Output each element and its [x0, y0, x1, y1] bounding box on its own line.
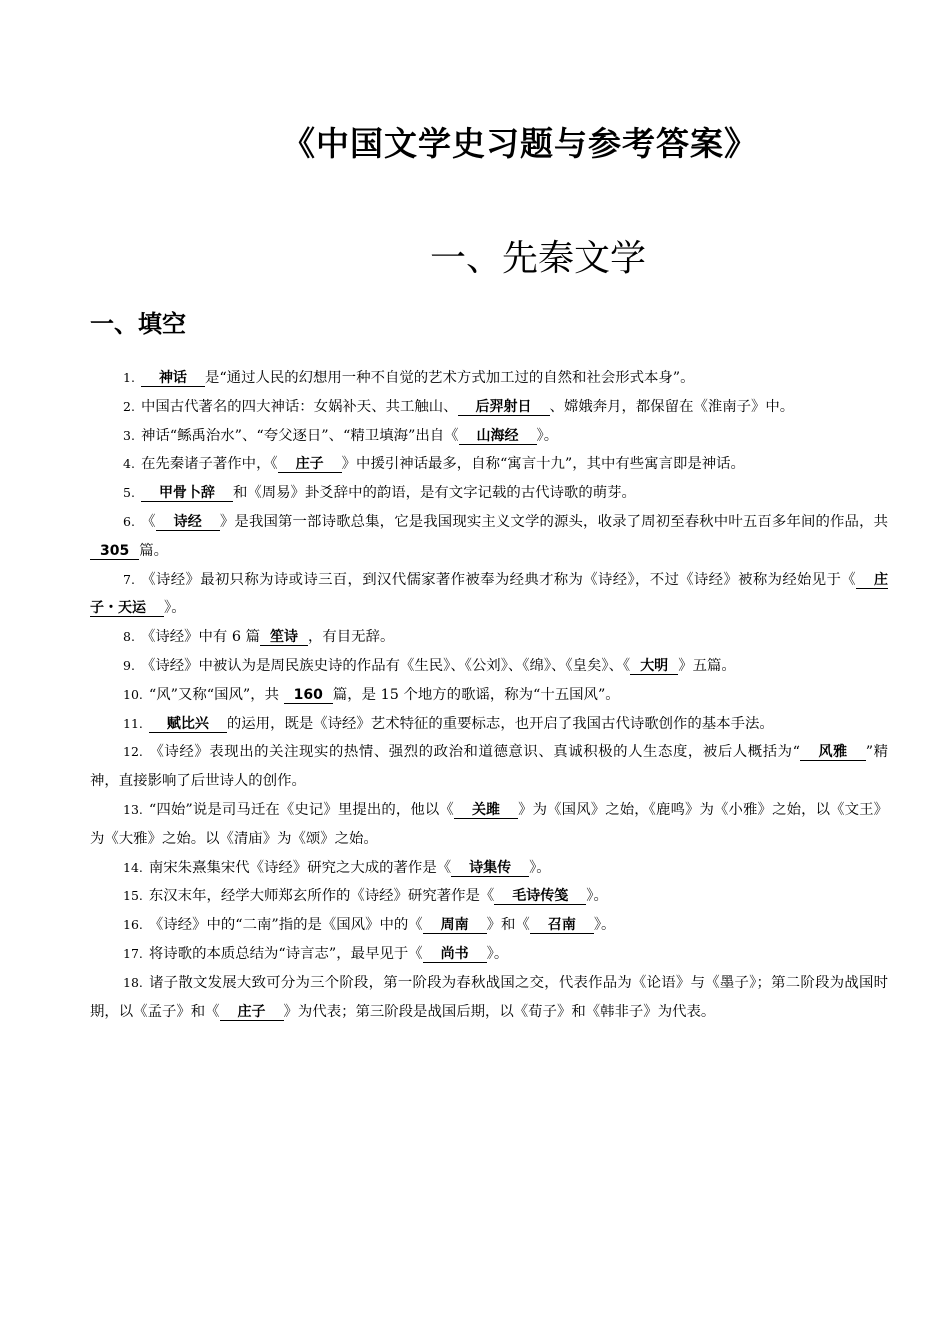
answer-blank: 周南 [423, 917, 487, 934]
question-text: 《 [140, 513, 156, 530]
answer-blank: 神话 [141, 370, 205, 387]
answer-blank: 庄子 [278, 456, 342, 473]
question-text: 、嫦娥奔月，都保留在《淮南子》中。 [549, 398, 795, 415]
question-text: 和《周易》卦爻辞中的韵语，是有文字记载的古代诗歌的萌芽。 [232, 485, 636, 502]
question-number: 15. [123, 888, 143, 904]
question-item [90, 882, 888, 911]
question-number: 1. [123, 370, 135, 385]
question-number: 7. [123, 571, 135, 587]
question-number: 5. [123, 485, 135, 501]
question-text: 》是我国第一部诗歌总集，它是我国现实主义文学的源头，收录了周初至春秋中叶五百多年间的作品，共 [219, 513, 888, 530]
question-item [90, 566, 888, 624]
question-item [90, 969, 888, 1027]
answer-blank: 召南 [530, 917, 594, 934]
question-item [90, 479, 888, 508]
question-number: 14. [123, 859, 143, 875]
answer-blank: 后羿射日 [458, 399, 550, 416]
question-number: 17. [123, 945, 143, 961]
question-item [90, 796, 888, 854]
question-number: 8. [123, 629, 135, 645]
question-item [90, 508, 888, 566]
question-number: 2. [123, 398, 135, 414]
document-title: 《中国文学史习题与参考答案》 [282, 124, 758, 163]
question-number: 4. [123, 456, 135, 472]
question-text: 《诗经》中有 6 篇 [140, 629, 260, 646]
answer-blank: 笙诗 [260, 629, 308, 646]
question-item [90, 422, 888, 451]
question-item [90, 940, 888, 969]
answer-blank: 风雅 [800, 744, 866, 761]
question-text: 篇，是 15 个地方的歌谣，称为“十五国风”。 [332, 686, 620, 703]
question-text: 》。 [593, 917, 616, 934]
question-text: 》。 [164, 600, 186, 617]
answer-blank: 诗经 [156, 514, 220, 531]
question-text: 》五篇。 [678, 657, 736, 674]
question-number: 16. [123, 917, 143, 933]
question-text: 东汉末年，经学大师郑玄所作的《诗经》研究著作是《 [148, 888, 495, 905]
answer-blank: 庄子 [220, 1004, 284, 1021]
question-text: ”精神，直接影响了后世诗人的创作。 [90, 744, 889, 790]
question-item [90, 364, 888, 393]
question-text: 》。 [486, 945, 509, 962]
question-text: 《诗经》最初只称为诗或诗三百，到汉代儒家著作被奉为经典才称为《诗经》，不过《诗经》被称为经始见于《 [140, 571, 856, 588]
section-heading: 一、填空 [90, 310, 186, 338]
question-item [90, 681, 888, 710]
question-item [90, 450, 888, 479]
question-text: 是“通过人民的幻想用一种不自觉的艺术方式加工过的自然和社会形式本身”。 [204, 370, 695, 386]
answer-blank: 关雎 [454, 802, 518, 819]
question-item [90, 710, 888, 739]
question-item [90, 738, 888, 796]
question-text: ，有目无辞。 [307, 629, 395, 646]
question-number: 9. [123, 657, 135, 673]
question-text: 》。 [536, 427, 559, 444]
question-number: 12. [123, 744, 143, 760]
question-text: 》和《 [486, 917, 530, 934]
question-item [90, 623, 888, 652]
answer-blank: 160 [284, 687, 333, 704]
question-item [90, 652, 888, 681]
answer-blank: 甲骨卜辞 [141, 485, 233, 502]
question-text: 》。 [529, 859, 551, 876]
question-item [90, 911, 888, 940]
question-text: 篇。 [139, 542, 169, 559]
answer-blank: 毛诗传笺 [494, 888, 586, 905]
answer-blank: 庄子・天运 [90, 571, 888, 617]
question-text: 》中援引神话最多，自称“寓言十九”，其中有些寓言即是神话。 [341, 456, 745, 473]
question-number: 13. [123, 801, 143, 817]
question-text: 在先秦诸子著作中，《 [140, 456, 278, 473]
question-text: 》为代表；第三阶段是战国后期，以《荀子》和《韩非子》为代表。 [283, 1003, 716, 1020]
question-text: 神话“鲧禹治水”、“夸父逐日”、“精卫填海”出自《 [140, 427, 459, 444]
question-text: “风”又称“国风”，共 [148, 686, 284, 703]
question-text: 》。 [586, 888, 608, 905]
question-number: 10. [123, 686, 143, 702]
answer-blank: 大明 [630, 658, 678, 675]
question-list [90, 364, 888, 1026]
question-item [90, 854, 888, 883]
question-number: 18. [123, 974, 143, 990]
question-text: “四始”说是司马迁在《史记》里提出的，他以《 [148, 801, 454, 818]
answer-blank: 山海经 [459, 428, 537, 445]
answer-blank: 305 [90, 543, 139, 560]
question-number: 6. [123, 513, 135, 529]
question-text: 将诗歌的本质总结为“诗言志”，最早见于《 [148, 945, 423, 962]
question-text: 《诗经》表现出的关注现实的热情、强烈的政治和道德意识、真诚积极的人生态度，被后人概括为“ [148, 744, 800, 761]
question-number: 3. [123, 427, 135, 443]
question-number: 11. [123, 715, 143, 731]
answer-blank: 赋比兴 [149, 716, 227, 733]
question-item [90, 393, 888, 422]
answer-blank: 尚书 [423, 946, 487, 963]
question-text: 的运用，既是《诗经》艺术特征的重要标志，也开启了我国古代诗歌创作的基本手法。 [226, 715, 774, 732]
question-text: 《诗经》中的“二南”指的是《国风》中的《 [148, 917, 423, 934]
question-text: 诸子散文发展大致可分为三个阶段，第一阶段为春秋战国之交，代表作品为《论语》与《墨子》；第二阶段为战国时期，以《孟子》和《 [90, 974, 888, 1020]
question-text: 中国古代著名的四大神话：女娲补天、共工触山、 [140, 398, 458, 415]
answer-blank: 诗集传 [451, 860, 529, 877]
question-text: 》为《国风》之始，《鹿鸣》为《小雅》之始，以《文王》为《大雅》之始。以《清庙》为《颂》之始。 [90, 801, 888, 847]
question-text: 《诗经》中被认为是周民族史诗的作品有《生民》、《公刘》、《绵》、《皇矣》、《 [140, 657, 631, 674]
question-text: 南宋朱熹集宋代《诗经》研究之大成的著作是《 [148, 859, 452, 876]
chapter-heading: 一、先秦文学 [429, 238, 646, 279]
